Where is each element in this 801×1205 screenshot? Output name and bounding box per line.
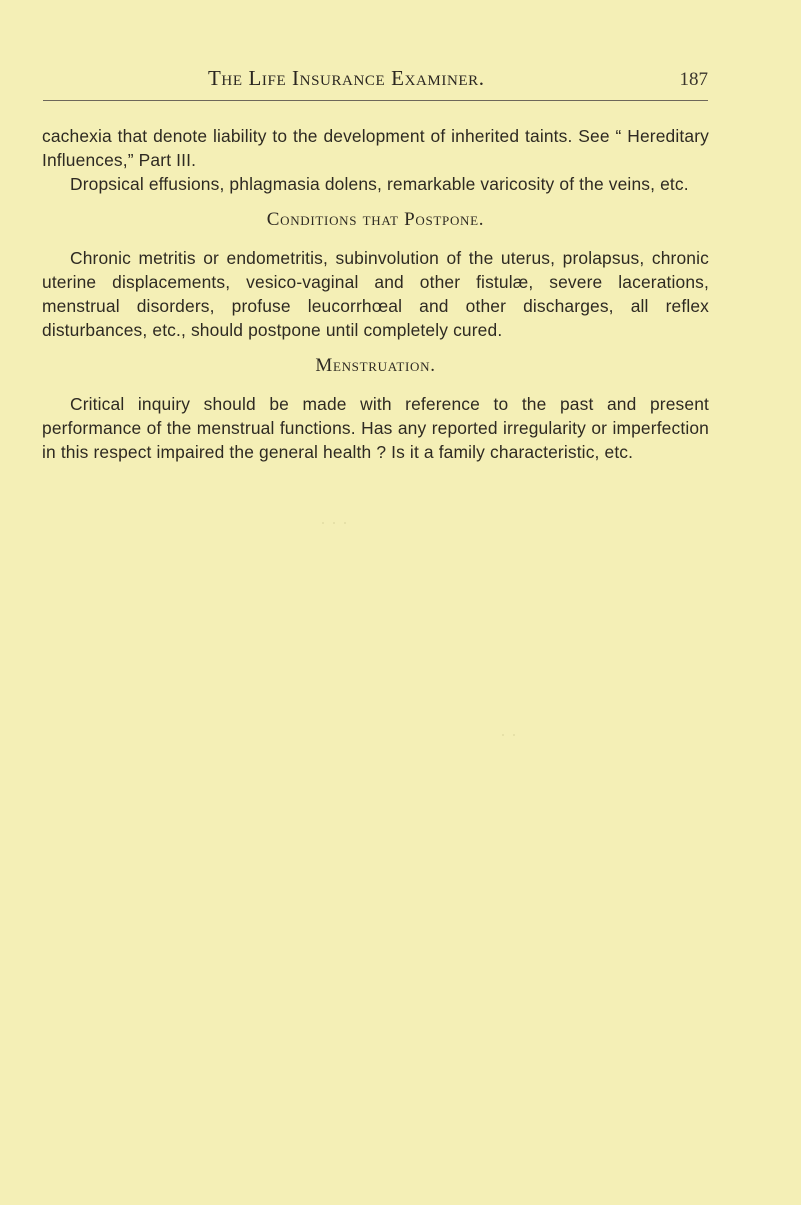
header-rule — [43, 100, 708, 101]
page-body — [42, 124, 709, 464]
running-head — [43, 60, 708, 100]
page-number: 187 — [679, 69, 708, 90]
paragraph-dropsical-effusions: Dropsical effusions, phlagmasia dolens, remarkable varicosity of the veins, etc. — [70, 174, 689, 194]
section-heading-conditions-that-postpone: Conditions that Postpone. — [266, 209, 485, 230]
running-head-title: The Life Insurance Examiner. — [208, 66, 485, 90]
show-through-mark: · · · — [320, 512, 348, 532]
show-through-mark: · · — [500, 724, 517, 744]
paragraph-chronic-metritis: Chronic metritis or endometritis, subinvolution of the uterus, prolapsus, chronic uterine displacements, vesico-vaginal and other fistulæ, severe lacerations, menstrual disorders, profuse leucorrhœal and other discharges, all reflex disturbances, etc., should postpone until completely cured. — [42, 248, 709, 340]
paragraph-critical-inquiry: Critical inquiry should be made with reference to the past and present performance of the menstrual functions. Has any reported irregularity or imperfection in this respect impaired the general health ? Is it a family characteristic, etc. — [42, 394, 709, 462]
paragraph-cachexia: cachexia that denote liability to the development of inherited taints. See “ Hereditary Influences,” Part III. — [42, 126, 709, 170]
section-heading-menstruation: Menstruation. — [315, 355, 436, 376]
